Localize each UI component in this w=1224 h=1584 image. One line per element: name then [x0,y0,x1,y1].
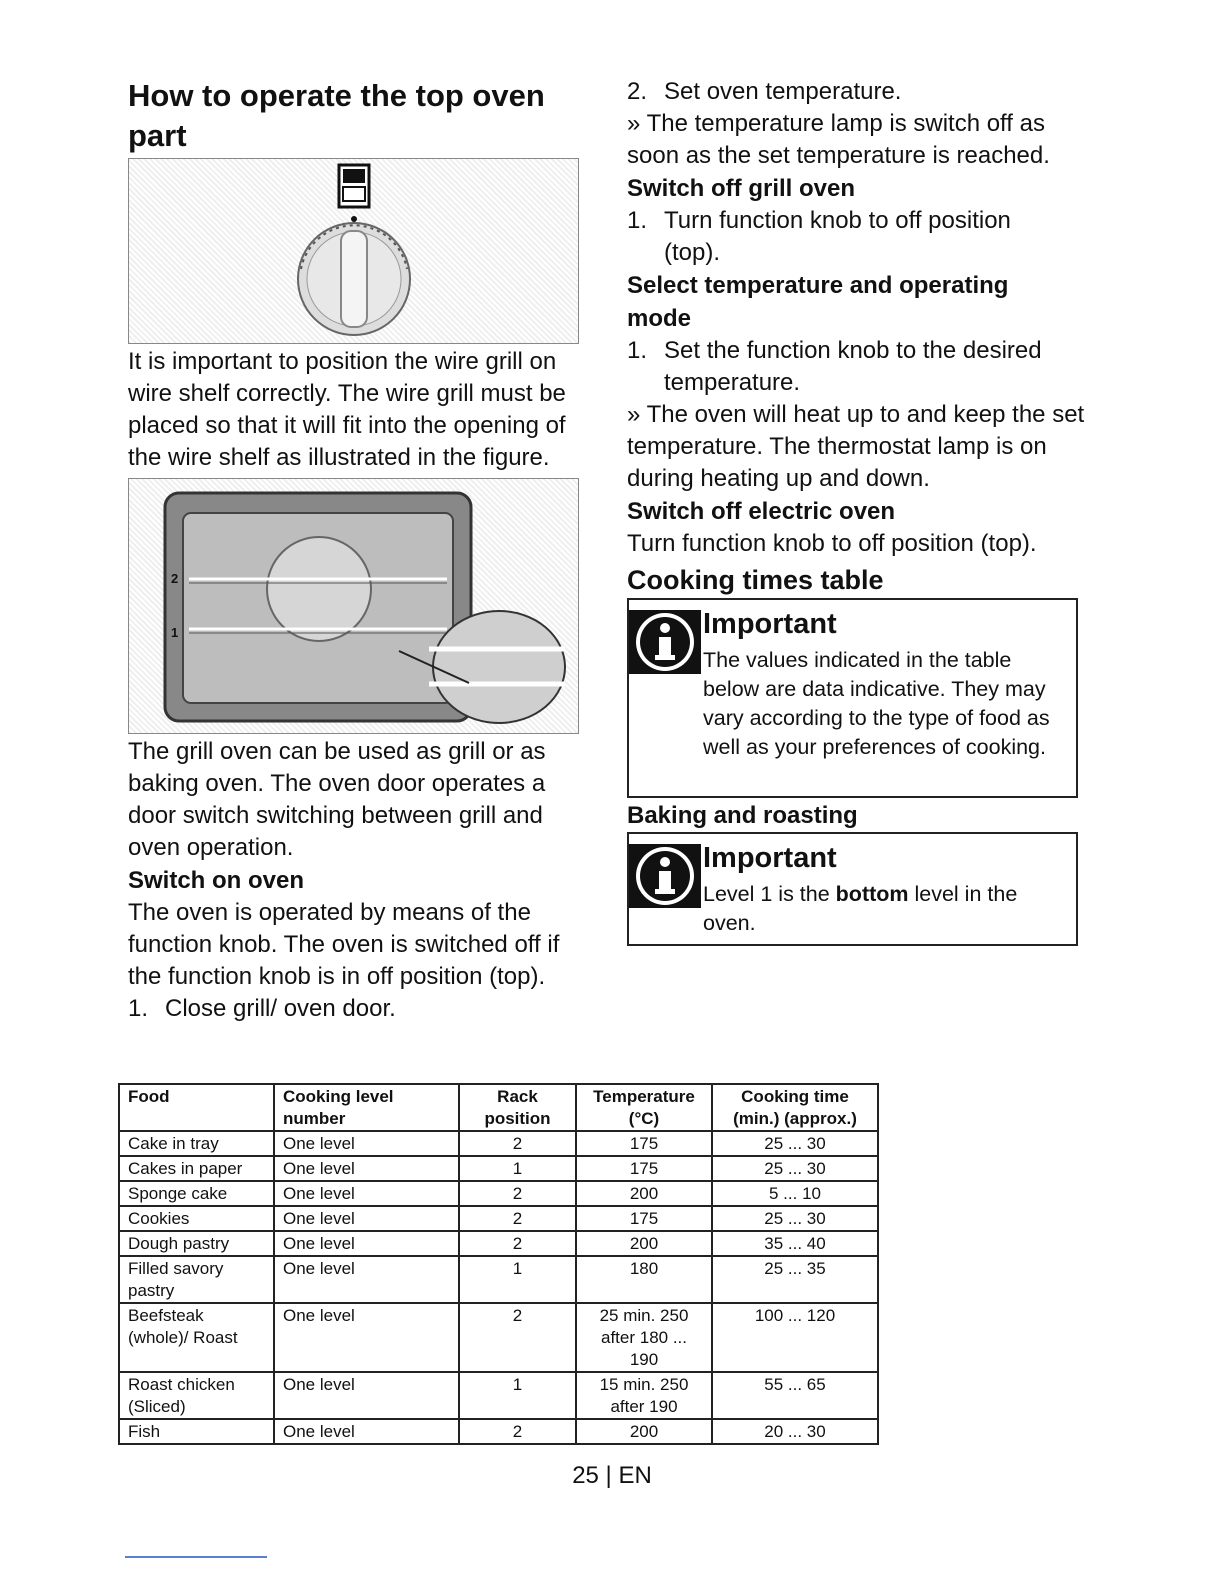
table-row: Beefsteak (whole)/ Roast One level 2 25 min. 250 after 180 ... 190 100 ... 120 [119,1303,878,1372]
switch-off-grill-heading: Switch off grill oven [627,175,856,202]
cooking-times-table [118,1083,879,1445]
table-row: Filled savory pastry One level 1 180 25 ... 35 [119,1256,878,1303]
select-temp-step: 1. Set the function knob to the desired temperature. [627,337,1042,396]
table-row: Cookies One level 2 175 25 ... 30 [119,1206,878,1231]
header-food: Food [119,1084,274,1131]
important-text-2: Level 1 is the bottom level in the oven. [703,882,1018,935]
baking-roasting-heading: Baking and roasting [627,802,858,829]
table-row: Sponge cake One level 2 200 5 ... 10 [119,1181,878,1206]
table-header-row [119,1084,878,1131]
switch-off-electric-text: Turn function knob to off position (top). [627,530,1037,557]
header-cooking-time: Cooking time (min.) (approx.) [712,1084,878,1131]
function-knob-illustration [129,159,578,343]
header-rack-position: Rack position [459,1084,576,1131]
cooking-times-heading: Cooking times table [627,565,884,595]
select-temp-result: » The oven will heat up to and keep the set temperature. The thermostat lamp is on during heating up and down. [627,401,1085,492]
important-title-2: Important [703,842,837,874]
wire-grill-paragraph: It is important to position the wire grill on wire shelf correctly. The wire grill must be placed so that it will fit into the opening of the wire shelf as illustrated in the figure. [128,348,566,471]
set-temp-result: » The temperature lamp is switch off as soon as the set temperature is reached. [627,110,1050,169]
grill-oven-paragraph: The grill oven can be used as grill or as baking oven. The oven door operates a door switch switching between grill and oven operation. [128,738,546,861]
switch-on-heading: Switch on oven [128,867,305,894]
rack-label-2: 2 [171,571,179,586]
oven-figure [128,478,579,734]
switch-off-grill-step: 1. Turn function knob to off position (top). [627,207,1011,266]
table-row: Cake in tray One level 2 175 25 ... 30 [119,1131,878,1156]
important-text-1: The values indicated in the table below are data indicative. They may vary according to the type of food as well as your preferences of cooking. [703,648,1050,759]
important-title-1: Important [703,608,837,640]
table-row: Cakes in paper One level 1 175 25 ... 30 [119,1156,878,1181]
info-icon [629,610,701,674]
header-temperature: Temperature (°C) [576,1084,712,1131]
header-cooking-level: Cooking level number [274,1084,459,1131]
switch-on-text: The oven is operated by means of the function knob. The oven is switched off if the function knob is in off position (top). [128,899,560,990]
right-column [627,76,1107,946]
info-icon [629,844,701,908]
close-door-step: 1. Close grill/ oven door. [128,995,396,1022]
table-row: Dough pastry One level 2 200 35 ... 40 [119,1231,878,1256]
switch-off-electric-heading: Switch off electric oven [627,498,896,525]
footer-line [125,1556,267,1558]
rack-label-1: 1 [171,625,179,640]
page-number: 25 | EN [572,1462,652,1489]
left-column [128,76,598,1025]
table-row: Roast chicken (Sliced) One level 1 15 min. 250 after 190 55 ... 65 [119,1372,878,1419]
set-temp-step: 2. Set oven temperature. [627,78,902,105]
table-row: Fish One level 2 200 20 ... 30 [119,1419,878,1444]
oven-interior-illustration [129,479,578,733]
important-box-1 [627,598,1078,798]
page-title: How to operate the top oven part [128,78,545,153]
important-box-2 [627,832,1078,946]
knob-figure [128,158,579,344]
select-temp-heading: Select temperature and operating mode [627,272,1009,332]
